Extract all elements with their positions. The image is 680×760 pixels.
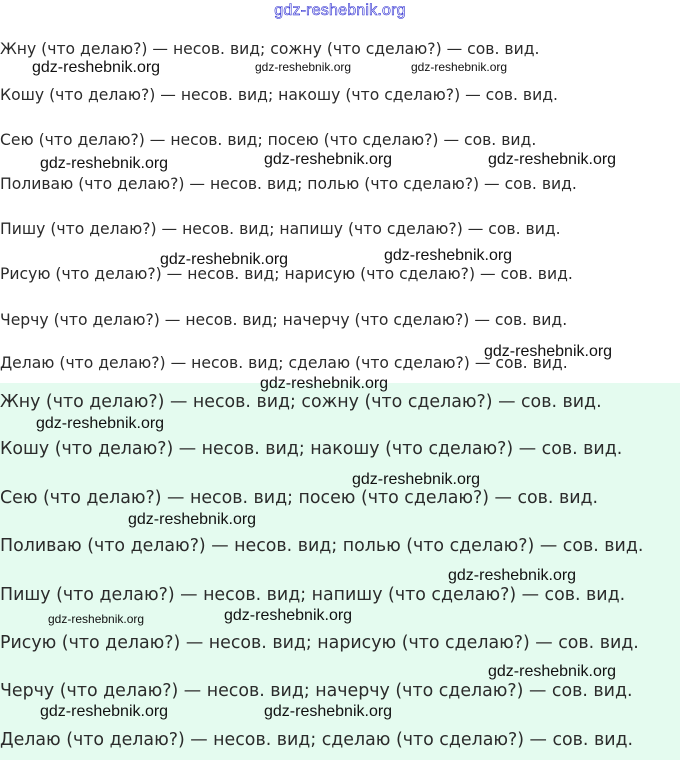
answer-line: Кошу (что делаю?) — несов. вид; накошу (что сделаю?) — сов. вид. (0, 439, 623, 459)
watermark: gdz-reshebnik.org (411, 60, 508, 74)
watermark: gdz-reshebnik.org (128, 511, 257, 528)
watermark: gdz-reshebnik.org (264, 151, 393, 168)
answer-line: Черчу (что делаю?) — несов. вид; начерчу (что сделаю?) — сов. вид. (0, 681, 633, 701)
answer-line: Рисую (что делаю?) — несов. вид; нарисую (что сделаю?) — сов. вид. (0, 265, 573, 283)
watermark: gdz-reshebnik.org (224, 607, 353, 624)
answer-line: Пишу (что делаю?) — несов. вид; напишу (что сделаю?) — сов. вид. (0, 585, 626, 605)
watermark: gdz-reshebnik.org (264, 703, 393, 720)
watermark: gdz-reshebnik.org (36, 415, 165, 432)
watermark: gdz-reshebnik.org (488, 663, 617, 680)
watermark: gdz-reshebnik.org (352, 471, 481, 488)
answer-line: Черчу (что делаю?) — несов. вид; начерчу (что сделаю?) — сов. вид. (0, 311, 568, 329)
answer-line: Поливаю (что делаю?) — несов. вид; полью (что сделаю?) — сов. вид. (0, 175, 577, 193)
watermark: gdz-reshebnik.org (32, 59, 161, 76)
answer-line: Поливаю (что делаю?) — несов. вид; полью (что сделаю?) — сов. вид. (0, 536, 644, 556)
answer-line: Рисую (что делаю?) — несов. вид; нарисую (что сделаю?) — сов. вид. (0, 633, 639, 653)
answer-line: Жну (что делаю?) — несов. вид; сожну (что сделаю?) — сов. вид. (0, 392, 602, 412)
watermark: gdz-reshebnik.org (40, 703, 169, 720)
header-site-watermark: gdz-reshebnik.org (274, 2, 406, 19)
watermark: gdz-reshebnik.org (448, 567, 577, 584)
watermark: gdz-reshebnik.org (384, 247, 513, 264)
watermark: gdz-reshebnik.org (40, 155, 169, 172)
watermark: gdz-reshebnik.org (48, 612, 145, 626)
answer-line: Делаю (что делаю?) — несов. вид; сделаю (что сделаю?) — сов. вид. (0, 354, 568, 372)
answer-line: Сею (что делаю?) — несов. вид; посею (что сделаю?) — сов. вид. (0, 488, 599, 508)
answer-line: Кошу (что делаю?) — несов. вид; накошу (что сделаю?) — сов. вид. (0, 86, 558, 104)
answer-line: Пишу (что делаю?) — несов. вид; напишу (что сделаю?) — сов. вид. (0, 220, 561, 238)
watermark: gdz-reshebnik.org (488, 151, 617, 168)
watermark: gdz-reshebnik.org (160, 251, 289, 268)
answer-line: Делаю (что делаю?) — несов. вид; сделаю (что сделаю?) — сов. вид. (0, 730, 634, 750)
answer-line: Сею (что делаю?) — несов. вид; посею (что сделаю?) — сов. вид. (0, 131, 537, 149)
answer-line: Жну (что делаю?) — несов. вид; сожну (что сделаю?) — сов. вид. (0, 40, 540, 58)
watermark: gdz-reshebnik.org (484, 343, 613, 360)
watermark: gdz-reshebnik.org (255, 60, 352, 74)
watermark: gdz-reshebnik.org (260, 375, 389, 392)
